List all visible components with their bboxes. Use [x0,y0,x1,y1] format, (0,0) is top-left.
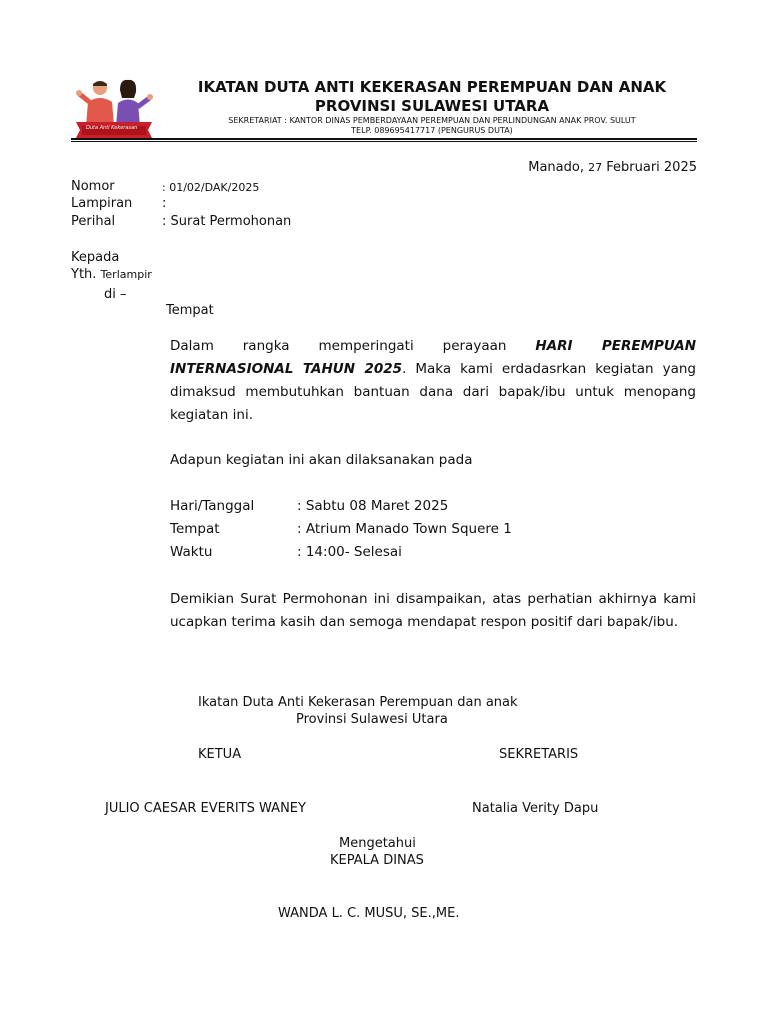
recipient-di: di – [104,287,127,302]
lampiran-value: : [162,196,167,211]
recipient-kepada: Kepada [71,250,120,265]
lampiran-label: Lampiran [71,196,133,211]
detail-hari-label: Hari/Tanggal [170,498,255,514]
mengetahui-label: Mengetahui [339,836,416,851]
letterhead-org-line1: IKATAN DUTA ANTI KEKERASAN PEREMPUAN DAN ANAK [197,78,667,96]
recipient-yth-label: Yth. [71,267,97,282]
logo-banner-text: Duta Anti Kekerasan [86,125,138,131]
detail-hari-value: : Sabtu 08 Maret 2025 [297,498,449,514]
letterhead-divider-thin [71,141,697,142]
letterhead-org-line2: PROVINSI SULAWESI UTARA [314,97,550,115]
signature-org-line2: Provinsi Sulawesi Utara [296,712,448,727]
perihal-label: Perihal [71,214,116,229]
letterhead-secretariat: SEKRETARIAT : KANTOR DINAS PEMBERDAYAAN PEREMPUAN DAN PERLINDUNGAN ANAK PROV. SULUT [228,116,636,125]
kepala-dinas-title: KEPALA DINAS [330,853,424,868]
nomor-value: : 01/02/DAK/2025 [162,181,260,194]
letterhead-divider-thick [71,138,697,140]
date-day: 27 [588,161,603,174]
detail-waktu-label: Waktu [170,544,213,560]
recipient-terlampir: Terlampir [100,268,152,281]
body-paragraph-3: Demikian Surat Permohonan ini disampaikan, atas perhatian akhirnya kami ucapkan terima kasih dan semoga mendapat respon positif dari bapak/ibu. [170,591,696,630]
detail-tempat-label: Tempat [170,521,220,537]
detail-waktu-value: : 14:00- Selesai [297,544,402,560]
recipient-yth [71,267,152,282]
body-paragraph-1 [170,335,696,427]
organization-logo [72,78,156,140]
date-month-year: Februari 2025 [606,160,697,175]
event-name: HARI PEREMPUAN INTERNASIONAL TAHUN 2025 [170,338,697,377]
sekretaris-name: Natalia Verity Dapu [472,801,599,816]
detail-tempat-value: : Atrium Manado Town Squere 1 [297,521,512,537]
body-p1-intro: Dalam rangka memperingati perayaan [170,338,536,354]
letter-date [528,160,697,175]
ketua-name: JULIO CAESAR EVERITS WANEY [105,801,306,816]
ketua-title: KETUA [198,747,242,762]
nomor-label: Nomor [71,179,115,194]
body-paragraph-2: Adapun kegiatan ini akan dilaksanakan pada [170,452,473,468]
perihal-value: : Surat Permohonan [162,214,292,229]
letterhead-phone: TELP. 089695417717 (PENGURUS DUTA) [351,126,513,135]
sekretaris-title: SEKRETARIS [499,747,579,762]
date-place: Manado, [528,160,584,175]
kepala-dinas-name: WANDA L. C. MUSU, SE.,ME. [278,906,460,921]
body-p1-rest: . Maka kami erdadasrkan kegiatan yang dimaksud membutuhkan bantuan dana dari bapak/ibu untuk menopang kegiatan ini. [170,361,696,423]
signature-org-line1: Ikatan Duta Anti Kekerasan Perempuan dan anak [198,695,518,710]
recipient-tempat: Tempat [166,303,214,318]
